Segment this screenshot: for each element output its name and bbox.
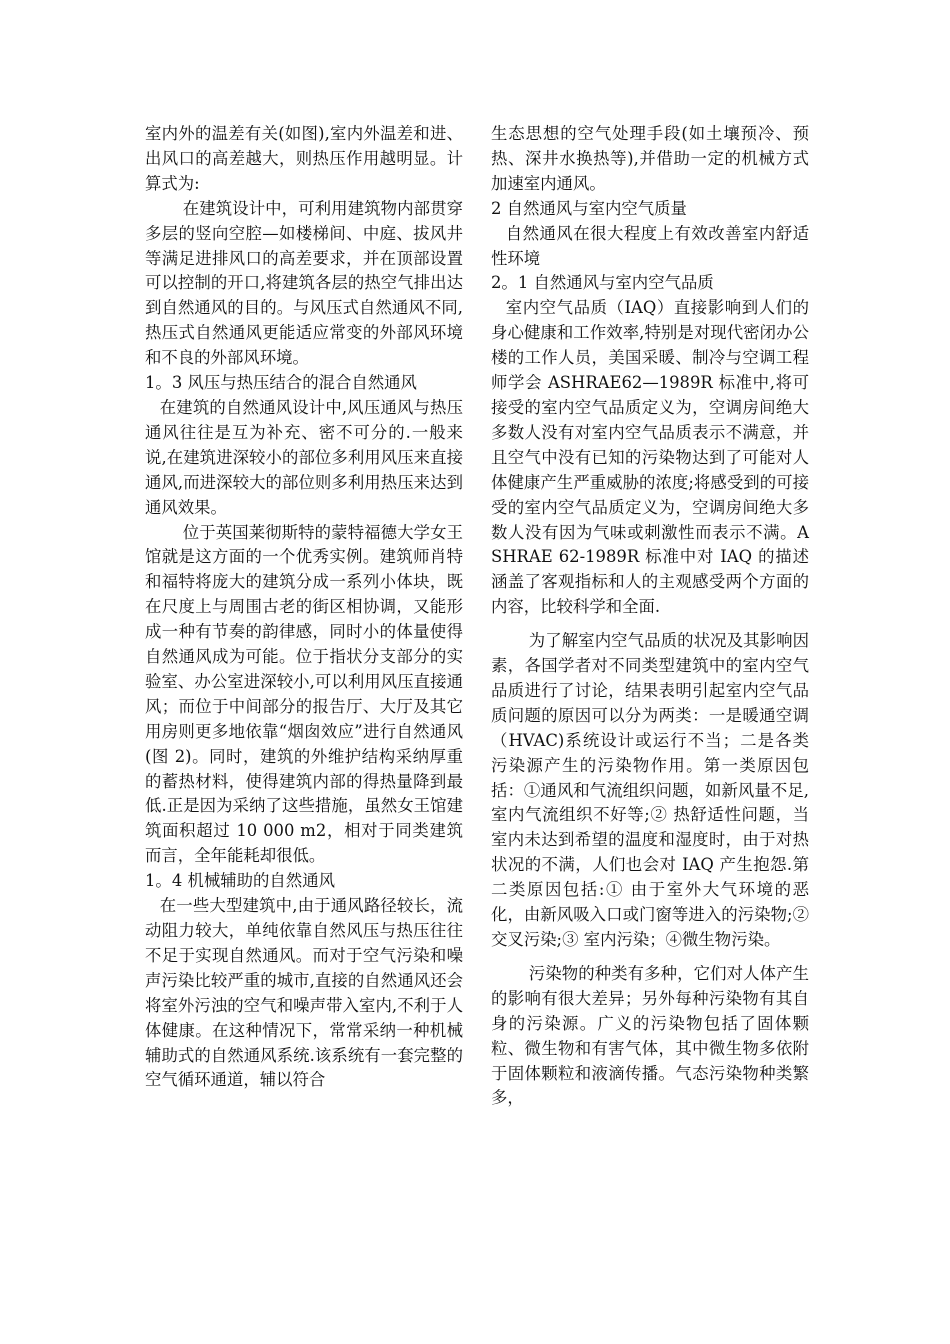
paragraph: 室内外的温差有关(如图),室内外温差和进、出风口的高差越大，则热压作用越明显。计算式为: xyxy=(145,124,463,193)
section-heading: 2。1 自然通风与室内空气品质 xyxy=(491,273,714,293)
paragraph: 为了解室内空气品质的状况及其影响因素，各国学者对不同类型建筑中的室内空气品质进行了讨论，结果表明引起室内空气品质问题的原因可以分为两类：一是暖通空调（HVAC)系统设计或运行不当；二是各类污染源产生的污染物作用。第一类原因包括：①通风和气流组织问题，如新风量不足,室内气流组织不好等;② 热舒适性问题，当室内未达到希望的温度和湿度时，由于对热状况的不满，人们也会对 IAQ 产生抱怨.第二类原因包括:① 由于室外大气环境的恶化，由新风吸入口或门窗等进入的污染物;② 交叉污染;③ 室内污染；④微生物污染。 xyxy=(491,631,809,949)
paragraph: 生态思想的空气处理手段(如土壤预冷、预热、深井水换热等),并借助一定的机械方式加速室内通风。 xyxy=(491,124,809,193)
paragraph: 在一些大型建筑中,由于通风路径较长，流动阻力较大，单纯依靠自然风压与热压往往不足于实现自然通风。而对于空气污染和噪声污染比较严重的城市,直接的自然通风还会将室外污浊的空气和噪声带入室内,不利于人体健康。在这种情况下，常常采纳一种机械辅助式的自然通风系统.该系统有一套完整的空气循环通道，辅以符合 xyxy=(145,896,463,1090)
paragraph: 自然通风在很大程度上有效改善室内舒适性环境 xyxy=(491,223,809,268)
section-heading: 1。4 机械辅助的自然通风 xyxy=(145,871,335,891)
section-heading: 1。3 风压与热压结合的混合自然通风 xyxy=(145,373,417,393)
right-column xyxy=(491,122,809,1111)
paragraph: 在建筑的自然通风设计中,风压通风与热压通风往往是互为补充、密不可分的.一般来说,在建筑进深较小的部位多利用风压来直接通风,而进深较大的部位则多利用热压来达到通风效果。 xyxy=(145,397,463,517)
paragraph: 在建筑设计中，可利用建筑物内部贯穿多层的竖向空腔—如楼梯间、中庭、拔风井等满足进排风口的高差要求，并在顶部设置可以控制的开口,将建筑各层的热空气排出达到自然通风的目的。与风压式自然通风不同,热压式自然通风更能适应常变的外部风环境和不良的外部风环境。 xyxy=(145,198,463,368)
paragraph: 污染物的种类有多种，它们对人体产生的影响有很大差异；另外每种污染物有其自身的污染源。广义的污染物包括了固体颗粒、微生物和有害气体，其中微生物多依附于固体颗粒和液滴传播。气态污染物种类繁多， xyxy=(491,963,809,1108)
left-column xyxy=(145,122,463,1093)
paragraph: 位于英国莱彻斯特的蒙特福德大学女王馆就是这方面的一个优秀实例。建筑师肖特和福特将庞大的建筑分成一系列小体块，既在尺度上与周围古老的街区相协调，又能形成一种有节奏的韵律感，同时小的体量使得自然通风成为可能。位于指状分支部分的实验室、办公室进深较小,可以利用风压直接通风；而位于中间部分的报告厅、大厅及其它用房则更多地依靠“烟囱效应”进行自然通风(图 2)。同时，建筑的外维护结构采纳厚重的蓄热材料，使得建筑内部的得热量降到最低.正是因为采纳了这些措施，虽然女王馆建筑面积超过 10 000 m2，相对于同类建筑而言，全年能耗却很低。 xyxy=(145,522,463,866)
section-heading: 2 自然通风与室内空气质量 xyxy=(491,198,687,218)
paragraph: 室内空气品质（IAQ）直接影响到人们的身心健康和工作效率,特别是对现代密闭办公楼的工作人员，美国采暖、制冷与空调工程师学会 ASHRAE62—1989R 标准中,将可接受的室内空气品质定义为，空调房间绝大多数人没有对室内空气品质表示不满意，并且空气中没有已知的污染物达到了可能对人体健康产生严重威胁的浓度;将感受到的可接受的室内空气品质定义为，空调房间绝大多数人没有因为气味或刺激性而表示不满。ASHRAE 62-1989R 标准中对 IAQ 的描述涵盖了客观指标和人的主观感受两个方面的内容，比较科学和全面. xyxy=(491,298,809,617)
